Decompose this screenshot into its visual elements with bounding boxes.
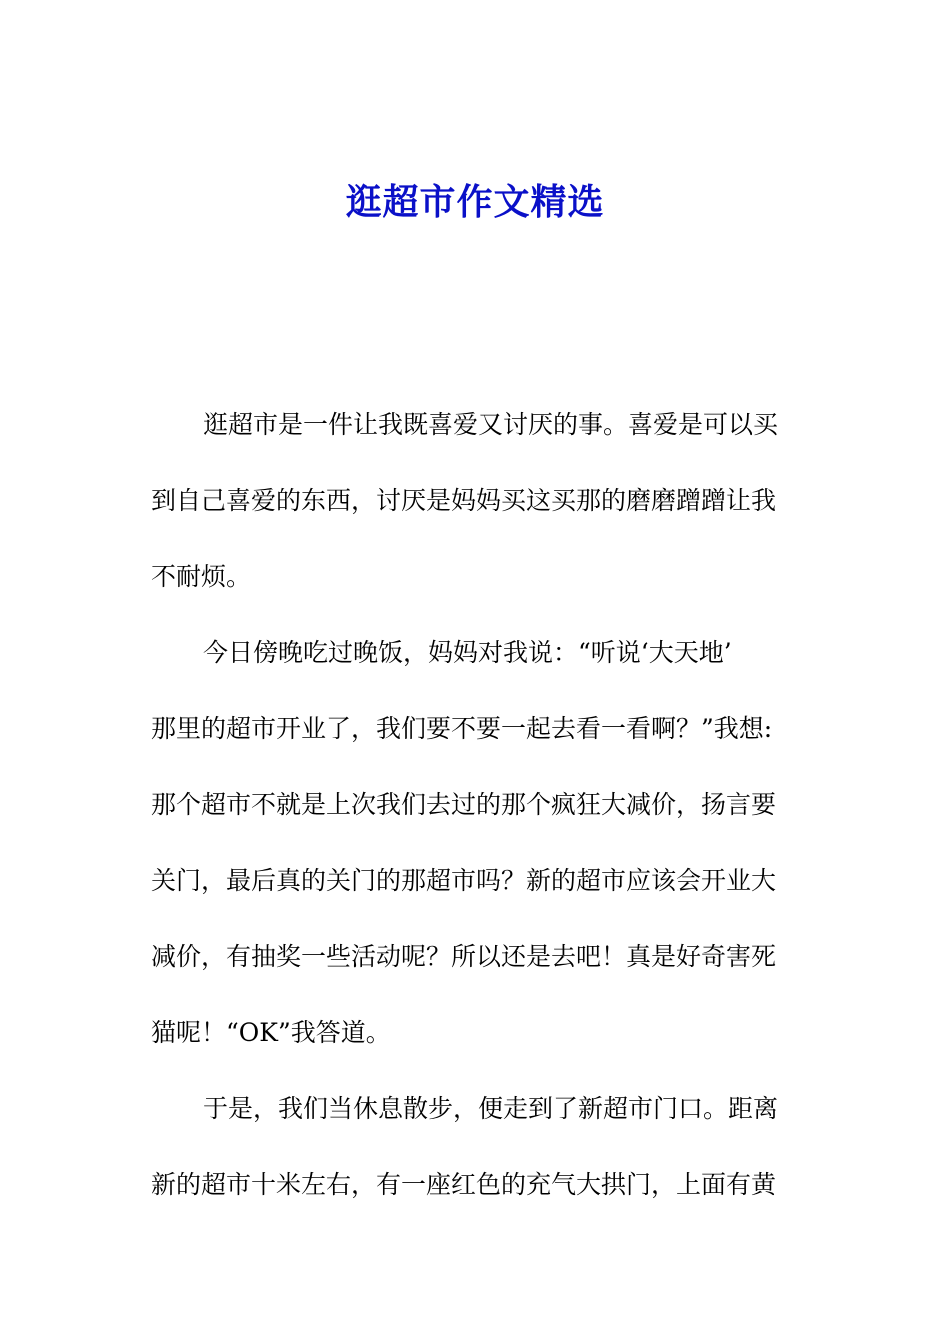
paragraph-2-line-2: 那里的超市开业了，我们要不要一起去看一看啊？”我想: <box>151 714 773 743</box>
paragraph-3-line-2: 新的超市十米左右，有一座红色的充气大拱门，上面有黄 <box>151 1170 777 1199</box>
document-title: 逛超市作文精选 <box>345 181 605 223</box>
paragraph-1-line-1: 逛超市是一件让我既喜爱又讨厌的事。喜爱是可以买 <box>203 410 779 439</box>
paragraph-2-line-6: 猫呢！“OK”我答道。 <box>151 1018 391 1047</box>
paragraph-1-line-3: 不耐烦。 <box>151 562 252 591</box>
paragraph-2-line-5: 减价，有抽奖一些活动呢？所以还是去吧！真是好奇害死 <box>151 942 777 971</box>
paragraph-2-line-1: 今日傍晚吃过晚饭，妈妈对我说：“听说‘大天地’ <box>203 638 732 667</box>
paragraph-1-line-2: 到自己喜爱的东西，讨厌是妈妈买这买那的磨磨蹭蹭让我 <box>151 486 777 515</box>
paragraph-2-line-4: 关门，最后真的关门的那超市吗？新的超市应该会开业大 <box>151 866 777 895</box>
paragraph-2-line-3: 那个超市不就是上次我们去过的那个疯狂大减价，扬言要 <box>151 790 777 819</box>
paragraph-3-line-1: 于是，我们当休息散步，便走到了新超市门口。距离 <box>203 1094 779 1123</box>
document-body <box>151 402 801 1238</box>
